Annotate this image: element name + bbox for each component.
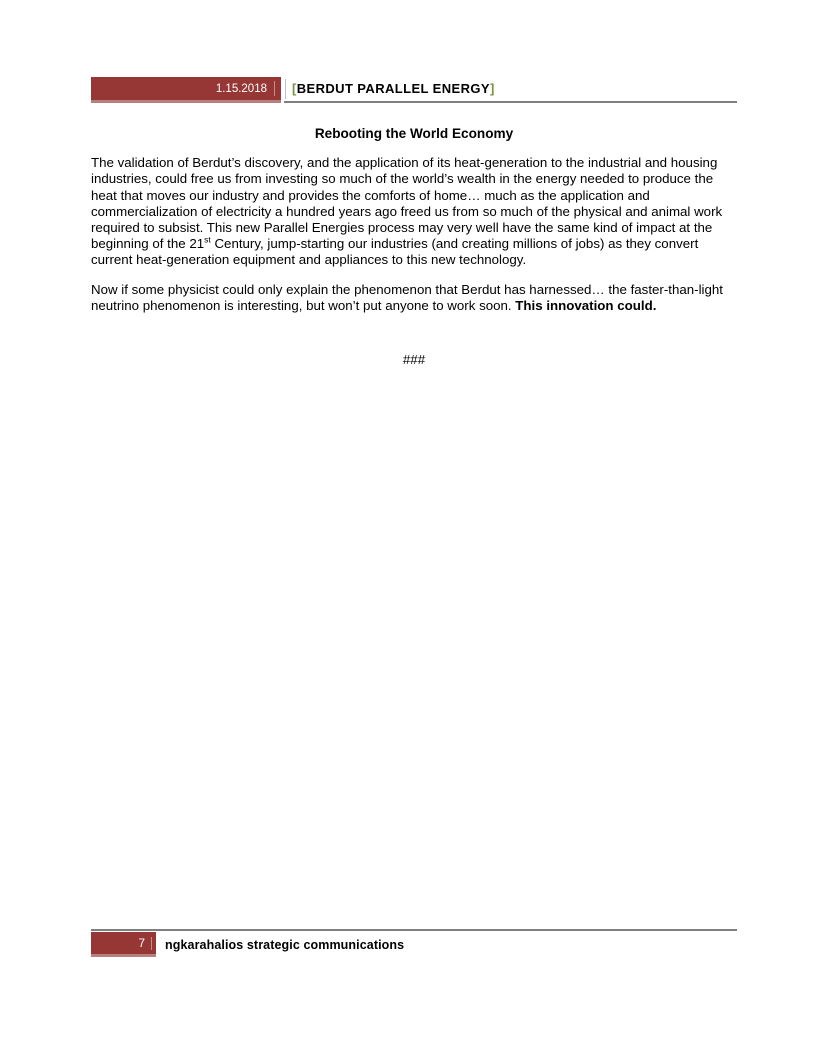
paragraph-1-text: The validation of Berdut’s discovery, and the application of its heat-generation to the industrial and housing industries, could free us from investing so much of the world’s wealth in the energy needed to produce the heat that moves our industry and provides the comforts of home… much as the application and commercialization of electricity a hundred years ago freed us from so much of the physical and animal work required to subsist. This new Parallel Energies process may very well have the same kind of impact at the beginning of the 21: [91, 155, 723, 252]
page-footer: [91, 929, 737, 957]
document-title-text: BERDUT PARALLEL ENERGY: [296, 81, 490, 96]
footer-rule: [91, 929, 737, 931]
header-date: 1.15.2018: [215, 82, 267, 95]
paragraph-2-bold-text: This innovation could.: [515, 297, 657, 313]
page-header: [91, 77, 737, 107]
footer-row: [91, 932, 737, 957]
body-paragraph-2: [91, 282, 737, 314]
page-number: 7: [138, 936, 145, 950]
ordinal-superscript: st: [204, 234, 211, 245]
article-body: [91, 126, 737, 368]
header-rule: [284, 101, 737, 103]
body-paragraph-1: [91, 155, 737, 268]
page-number-divider: [151, 937, 152, 950]
paragraph-1-text-cont: Century, jump-starting our industries (and creating millions of jobs) as they convert current heat-generation equipment and appliances to this new technology.: [91, 236, 699, 268]
company-name: ngkarahalios strategic communications: [165, 937, 405, 952]
paragraph-2-text: Now if some physicist could only explain the phenomenon that Berdut has harnessed… the faster-than-light neutrino phenomenon is interesting, but won’t put anyone to work soon.: [91, 281, 723, 313]
bracket-close: ]: [489, 81, 495, 96]
bracket-open: [: [292, 81, 297, 96]
date-box-divider: [274, 81, 275, 96]
header-date-box: [91, 77, 281, 103]
end-mark: ###: [402, 352, 426, 368]
header-document-title: [292, 81, 495, 96]
header-separator-line: [285, 79, 286, 99]
article-heading: Rebooting the World Economy: [314, 126, 514, 141]
page-number-box: [91, 932, 156, 957]
